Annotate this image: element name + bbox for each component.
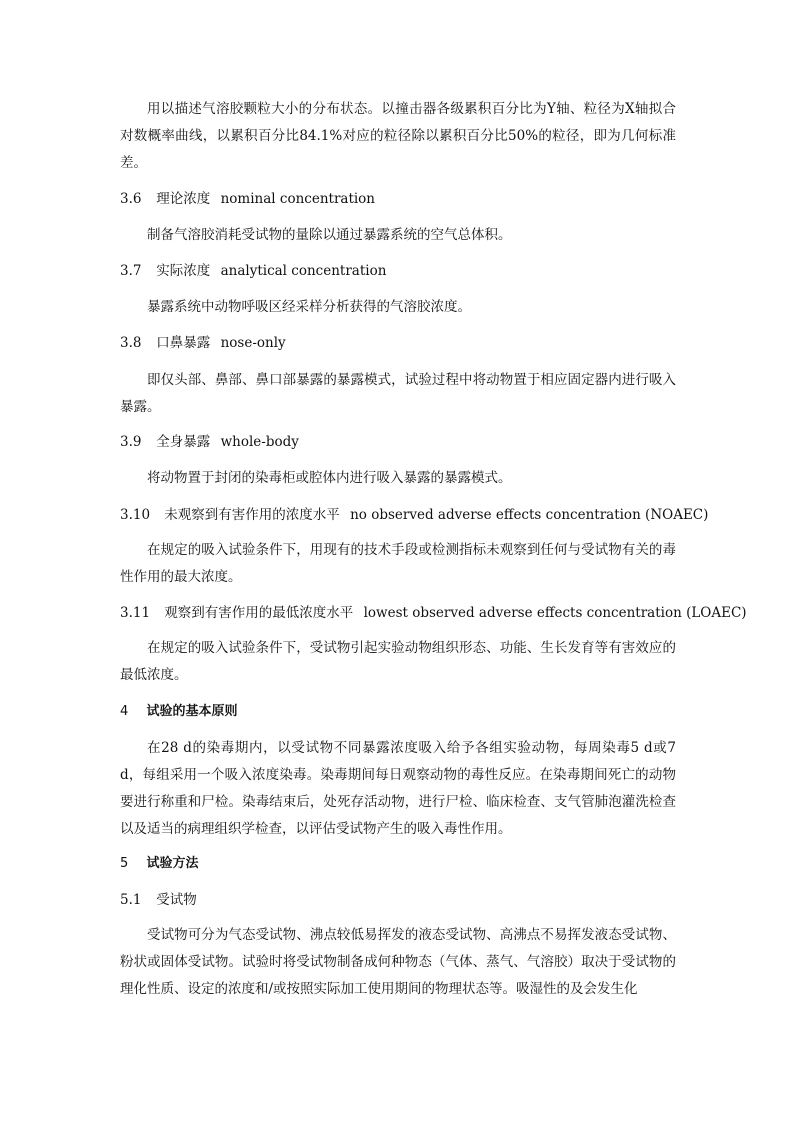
section-title: 受试物 [156, 892, 197, 908]
section-heading-3-8 [120, 333, 720, 353]
section-heading-3-11 [120, 603, 747, 623]
term-zh: 观察到有害作用的最低浓度水平 [164, 605, 354, 621]
term-zh: 口鼻暴露 [156, 335, 211, 351]
section-number: 3.9 [120, 434, 142, 450]
section-number: 3.6 [120, 191, 142, 207]
term-en: nose-only [220, 335, 286, 351]
paragraph-3-9: 将动物置于封闭的染毒柜或腔体内进行吸入暴露的暴露模式。 [147, 470, 512, 486]
section-title: 试验方法 [146, 856, 199, 871]
paragraph-3-7: 暴露系统中动物呼吸区经采样分析获得的气溶胶浓度。 [147, 299, 471, 315]
section-heading-3-9 [120, 432, 720, 452]
section-heading-4 [120, 702, 720, 722]
section-number: 5 [120, 856, 129, 871]
paragraph-3-10: 在规定的吸入试验条件下，用现有的技术手段或检测指标未观察到任何与受试物有关的毒性作用的最大浓度。 [120, 542, 676, 585]
term-en: analytical concentration [220, 263, 387, 279]
section-heading-3-6 [120, 189, 720, 209]
section-title: 试验的基本原则 [146, 704, 238, 719]
section-heading-3-7 [120, 261, 720, 281]
term-zh: 理论浓度 [156, 191, 211, 207]
section-number: 3.10 [120, 507, 151, 523]
term-zh: 全身暴露 [156, 434, 211, 450]
paragraph-3-8: 即仅头部、鼻部、鼻口部暴露的暴露模式，试验过程中将动物置于相应固定器内进行吸入暴露。 [120, 372, 676, 415]
term-zh: 未观察到有害作用的浓度水平 [164, 507, 340, 523]
paragraph-3-6: 制备气溶胶消耗受试物的量除以通过暴露系统的空气总体积。 [147, 227, 512, 243]
term-en: nominal concentration [220, 191, 376, 207]
section-number: 3.11 [120, 605, 151, 621]
section-heading-3-10 [120, 505, 720, 525]
term-zh: 实际浓度 [156, 263, 211, 279]
paragraph-gsd-definition: 用以描述气溶胶颗粒大小的分布状态。以撞击器各级累积百分比为Y轴、粒径为X轴拟合对数概率曲线，以累积百分比84.1%对应的粒径除以累积百分比50%的粒径，即为几何标准差。 [120, 101, 676, 171]
term-en: whole-body [220, 434, 299, 450]
section-heading-5-1 [120, 890, 720, 910]
section-number: 3.8 [120, 335, 142, 351]
section-heading-5 [120, 854, 720, 874]
section-number: 3.7 [120, 263, 142, 279]
term-en: lowest observed adverse effects concentration (LOAEC) [363, 605, 747, 621]
section-number: 4 [120, 704, 129, 719]
section-number: 5.1 [120, 892, 142, 908]
paragraph-5-1: 受试物可分为气态受试物、沸点较低易挥发的液态受试物、高沸点不易挥发液态受试物、粉状或固体受试物。试验时将受试物制备成何种物态（气体、蒸气、气溶胶）取决于受试物的理化性质、设定的浓度和/或按照实际加工使用期间的物理状态等。吸湿性的及会发生化 [120, 927, 676, 997]
paragraph-3-11: 在规定的吸入试验条件下，受试物引起实验动物组织形态、功能、生长发育等有害效应的最低浓度。 [120, 640, 676, 683]
paragraph-4: 在28 d的染毒期内，以受试物不同暴露浓度吸入给予各组实验动物，每周染毒5 d或7 d，每组采用一个吸入浓度染毒。染毒期间每日观察动物的毒性反应。在染毒期间死亡的动物要进行称重和尸检。染毒结束后，处死存活动物，进行尸检、临床检查、支气管肺泡灌洗检查以及适当的病理组织学检查，以评估受试物产生的吸入毒性作用。 [120, 740, 676, 837]
term-en: no observed adverse effects concentration (NOAEC) [350, 507, 709, 523]
